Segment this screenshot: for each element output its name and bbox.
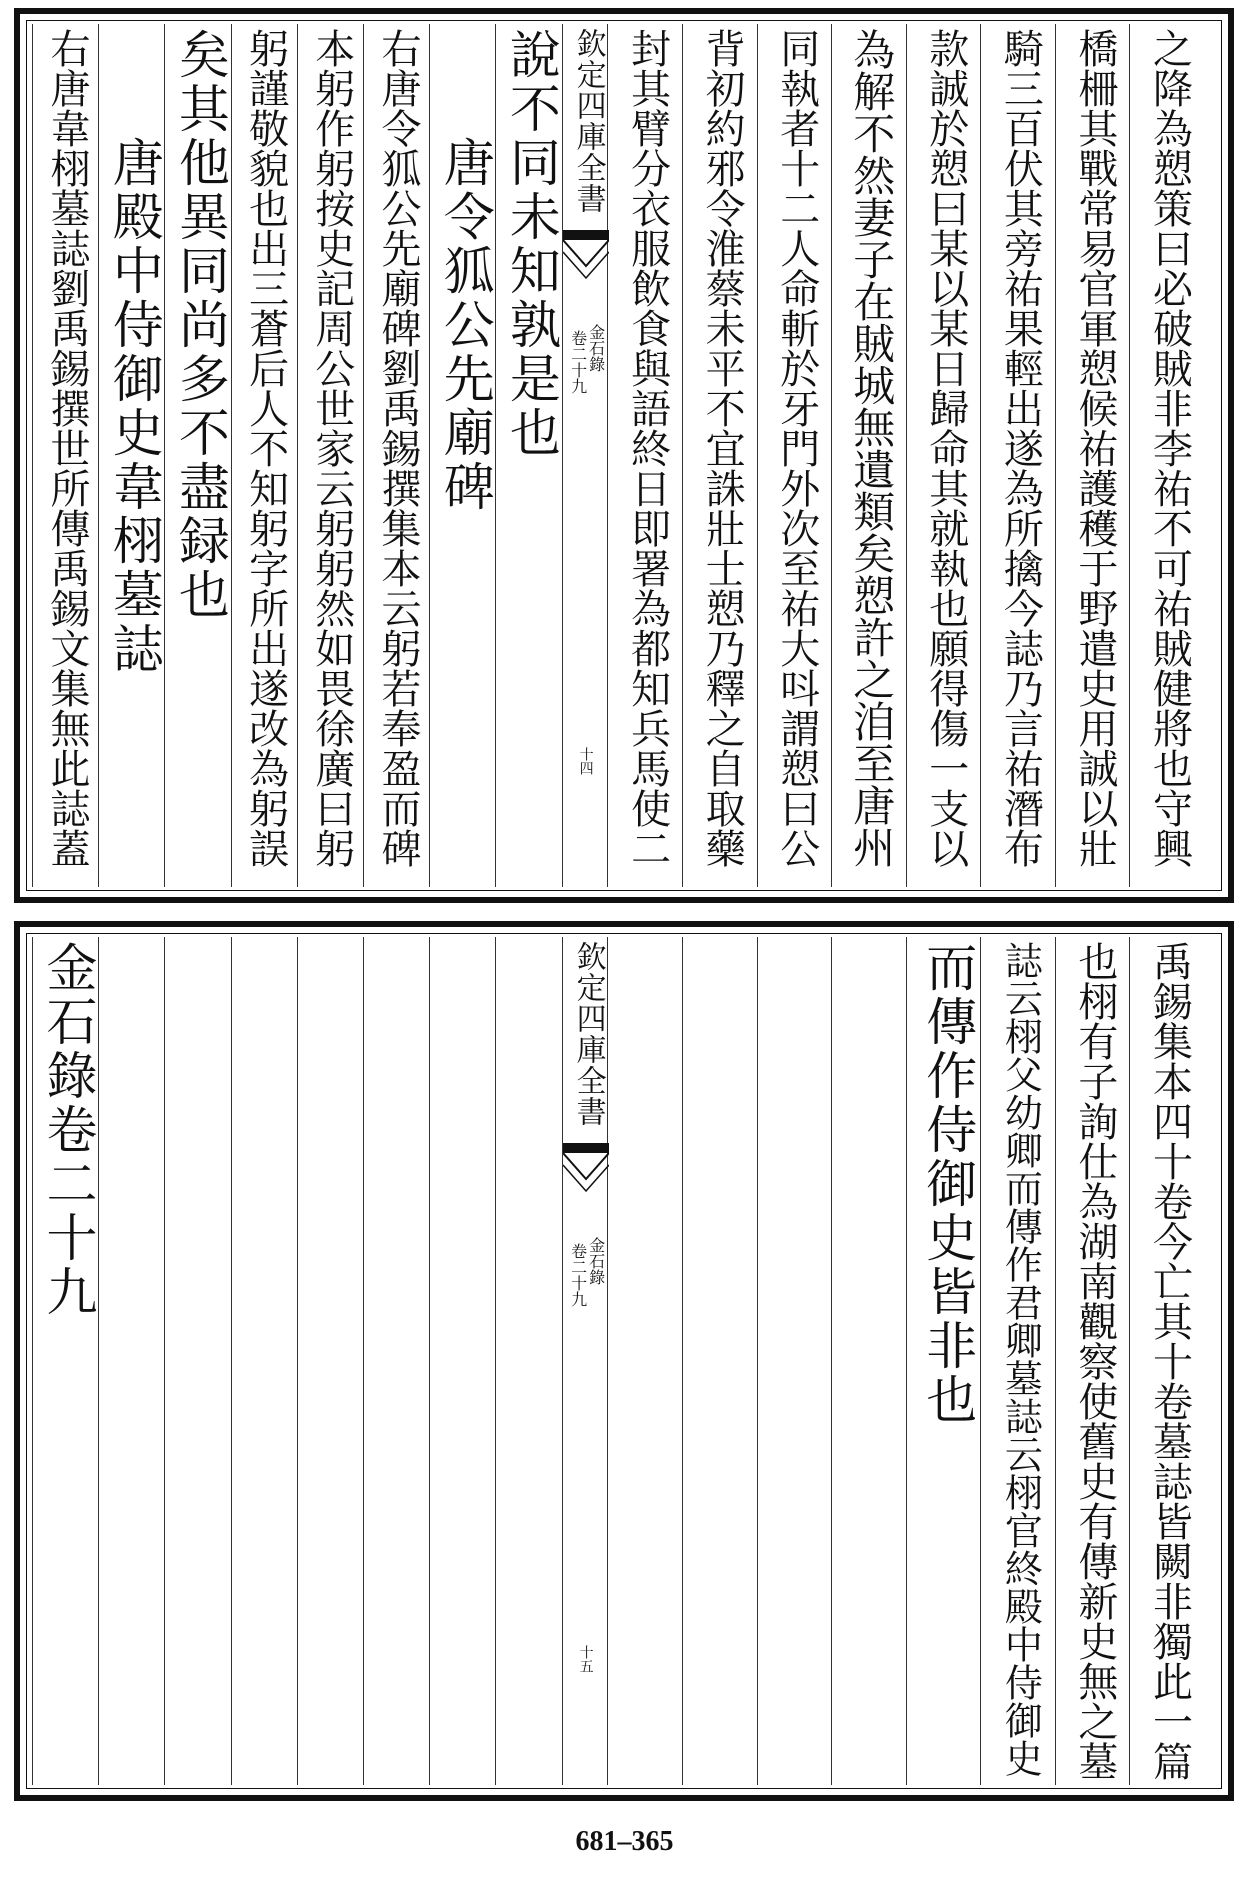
text-column	[429, 24, 495, 887]
column-text: 說不同未知孰是也	[500, 28, 560, 460]
column-text: 本躬作躬按史記周公世家云躬躬然如畏徐廣曰躬	[308, 28, 355, 868]
text-column	[98, 24, 164, 887]
top-page	[14, 8, 1234, 903]
text-column	[98, 937, 164, 1785]
text-column	[608, 24, 683, 887]
text-column	[906, 24, 981, 887]
volume-number: 卷二十九	[568, 330, 588, 394]
column-text: 誌云栩父幼卿而傳作君卿墓誌云栩官終殿中侍御史	[998, 941, 1043, 1777]
column-text: 金石錄卷二十九	[37, 941, 96, 1319]
column-text: 也栩有子詢仕為湖南觀察使舊史有傳新史無之墓	[1071, 941, 1118, 1781]
top-page-body	[32, 24, 1216, 887]
text-column	[608, 937, 683, 1785]
text-column	[164, 24, 230, 887]
book-title: 欽定四庫全書	[570, 28, 606, 214]
text-column	[980, 937, 1055, 1785]
column-text: 右唐令狐公先廟碑劉禹錫撰集本云躬若奉盈而碑	[375, 28, 421, 868]
column-text: 之降為愬策曰必破賊非李祐不可祐賊健將也守興	[1146, 28, 1193, 868]
column-text: 為解不然妻子在賊城無遺類矣愬許之洎至唐州	[847, 28, 897, 868]
text-column	[1129, 937, 1204, 1785]
text-column	[682, 937, 757, 1785]
text-column	[231, 937, 297, 1785]
text-column	[231, 24, 297, 887]
bottom-page	[14, 921, 1234, 1801]
leaf-number: 十四	[577, 747, 594, 775]
column-text: 唐令狐公先廟碑	[434, 28, 494, 514]
volume-title: 金石錄	[586, 324, 606, 372]
column-text: 右唐韋栩墓誌劉禹錫撰世所傳禹錫文集無此誌蓋	[44, 28, 90, 868]
column-text: 躬謹敬貌也出三蒼后人不知躬字所出遂改為躬誤	[242, 28, 289, 868]
text-column	[495, 24, 561, 887]
text-column	[297, 937, 363, 1785]
column-text: 唐殿中侍御史韋栩墓誌	[103, 28, 163, 676]
text-column	[831, 24, 906, 887]
column-text: 同執者十二人命斬於牙門外次至祐大呌謂愬曰公	[773, 28, 820, 868]
page-number-footer: 681–365	[575, 1826, 674, 1857]
text-column	[164, 937, 230, 1785]
bottom-page-body	[32, 937, 1216, 1785]
fishtail-mark	[563, 230, 609, 296]
center-gutter	[562, 24, 608, 887]
column-text: 騎三百伏其旁祐果輕出遂為所擒今誌乃言祐潛布	[997, 28, 1044, 868]
text-column	[980, 24, 1055, 887]
text-column	[363, 937, 429, 1785]
column-text: 背初約邪令淮蔡未平不宜誅壯士愬乃釋之自取藥	[699, 28, 746, 868]
column-text: 而傳作侍御史皆非也	[916, 941, 976, 1427]
text-column	[363, 24, 429, 887]
text-column	[32, 24, 98, 887]
center-gutter	[562, 937, 608, 1785]
text-column	[297, 24, 363, 887]
column-text: 矣其他異同尚多不盡録也	[169, 28, 229, 622]
text-column	[831, 937, 906, 1785]
text-column	[1129, 24, 1204, 887]
text-column	[429, 937, 495, 1785]
text-column	[757, 937, 832, 1785]
leaf-number: 十五	[577, 1645, 594, 1673]
text-column	[682, 24, 757, 887]
text-column	[757, 24, 832, 887]
fishtail-mark	[563, 1143, 609, 1209]
text-column	[1055, 24, 1130, 887]
text-column	[32, 937, 98, 1785]
column-text: 橋柵其戰常易官軍愬候祐護穫于野遣史用誠以壯	[1071, 28, 1118, 868]
column-text: 禹錫集本四十卷今亡其十卷墓誌皆闕非獨此一篇	[1146, 941, 1193, 1781]
book-title: 欽定四庫全書	[570, 941, 606, 1127]
column-text: 封其臂分衣服飲食與語終日即署為都知兵馬使二	[624, 28, 671, 868]
text-column	[495, 937, 561, 1785]
text-column	[906, 937, 981, 1785]
text-column	[1055, 937, 1130, 1785]
volume-number: 卷二十九	[568, 1243, 588, 1307]
column-text: 款誠於愬曰某以某日歸命其就執也願得傷一支以	[922, 28, 969, 868]
volume-title: 金石錄	[586, 1237, 606, 1285]
